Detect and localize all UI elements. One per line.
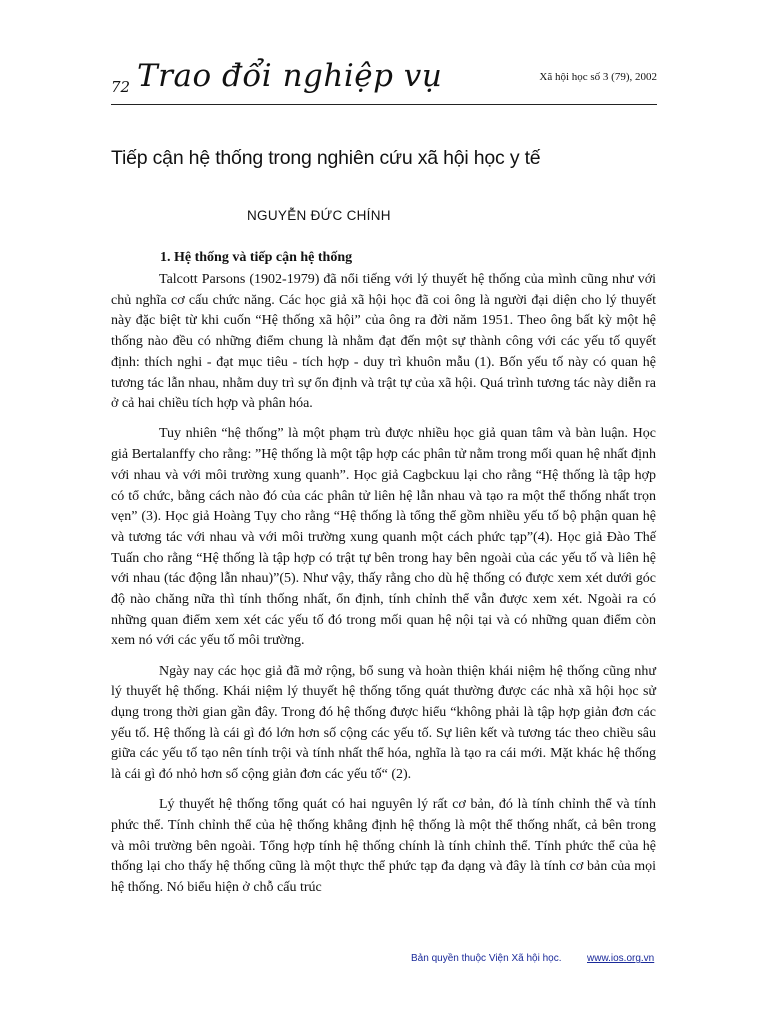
article-title: Tiếp cận hệ thống trong nghiên cứu xã hội học y tế <box>111 147 541 169</box>
section-title: Trao đổi nghiệp vụ <box>137 58 443 94</box>
article-body <box>111 270 656 908</box>
paragraph: Tuy nhiên “hệ thống” là một phạm trù được nhiều học giả quan tâm và bàn luận. Học giả Bertalanffy cho rằng: ”Hệ thống là một tập hợp các phân tử nằm trong mối quan hệ nhất định với nhau và với môi trường xung quanh”. Học giả Cagbckuu lại cho rằng “Hệ thống là tập hợp có tổ chức, bằng cách nào đó của các phân tử liên hệ lẫn nhau và tạo ra một thể thống nhất trọn vẹn” (3). Học giả Hoàng Tụy cho rằng “Hệ thống là tổng thể gồm nhiều yếu tố bộ phận quan hệ và tương tác với nhau và với môi trường xung quanh một cách phức tạp”(4). Học giả Đào Thế Tuấn cho rằng “Hệ thống là tập hợp có trật tự bên trong hay bên ngoài của các yếu tố và liên hệ với nhau (tác động lẫn nhau)”(5). Như vậy, thấy rằng cho dù hệ thống có được xem xét dưới góc độ nào chăng nữa thì tính thống nhất, ổn định, tính chỉnh thể vẫn được xem xét. Ngoài ra có những quan điểm xem xét các yếu tố đó trong mối quan hệ nội tại và có những quan điểm còn xem nó với các yếu tố môi trường. <box>111 426 656 649</box>
paragraph: Ngày nay các học giả đã mở rộng, bổ sung và hoàn thiện khái niệm hệ thống cũng như lý thuyết hệ thống. Khái niệm lý thuyết hệ thống tổng quát thường được các nhà xã hội học sử dụng trong thời gian gần đây. Trong đó hệ thống được hiểu “không phải là tập hợp giản đơn các yếu tố. Hệ thống là cái gì đó lớn hơn số cộng các yếu tố. Sự liên kết và tương tác theo chiều sâu giữa các yếu tố tạo nên tính trội và tính nhất thể hóa, nghĩa là tạo ra cái mới. Mặt khác hệ thống là cái gì đó nhỏ hơn số cộng giản đơn các yếu tố“ (2). <box>111 663 656 783</box>
section-heading: 1. Hệ thống và tiếp cận hệ thống <box>160 250 353 265</box>
page-number: 72 <box>111 78 131 96</box>
journal-reference: Xã hội học số 3 (79), 2002 <box>539 71 657 83</box>
paragraph: Lý thuyết hệ thống tổng quát có hai nguyên lý rất cơ bản, đó là tính chỉnh thể và tính phức thể. Tính chỉnh thể của hệ thống khẳng định hệ thống là một thể thống nhất, cả bên trong và môi trường bên ngoài. Tổng hợp tính hệ thống chính là tính chỉnh thể. Tính phức thể của hệ thống lại cho thấy hệ thống cũng là một thực thể phức tạp đa dạng và đây là tính cơ bản của mọi hệ thống. Nó biểu hiện ở chỗ cấu trúc <box>111 797 656 896</box>
footer-website-link[interactable]: www.ios.org.vn <box>587 953 655 964</box>
paragraph: Talcott Parsons (1902-1979) đã nổi tiếng với lý thuyết hệ thống của mình cũng như với chủ nghĩa cơ cấu chức năng. Các học giả xã hội học đã coi ông là người đại diện cho lý thuyết này đặc biệt từ khi cuốn “Hệ thống xã hội” của ông ra đời năm 1951. Theo ông bất kỳ một hệ thống nào đều có những điểm chung là nhằm đạt đến một sự thành công với các yếu tố quyết định: thích nghi - đạt mục tiêu - tích hợp - duy trì khuôn mẫu (1). Bốn yếu tố này có quan hệ tương tác lẫn nhau, nhằm duy trì sự ổn định và trật tự của xã hội. Quá trình tương tác này diễn ra ở cả hai chiều tích hợp và phân hóa. <box>111 272 656 412</box>
footer-copyright: Bản quyền thuộc Viện Xã hội học. <box>411 953 562 964</box>
article-author: NGUYỄN ĐỨC CHÍNH <box>247 208 391 223</box>
page-header <box>111 58 657 102</box>
header-divider <box>111 104 657 105</box>
